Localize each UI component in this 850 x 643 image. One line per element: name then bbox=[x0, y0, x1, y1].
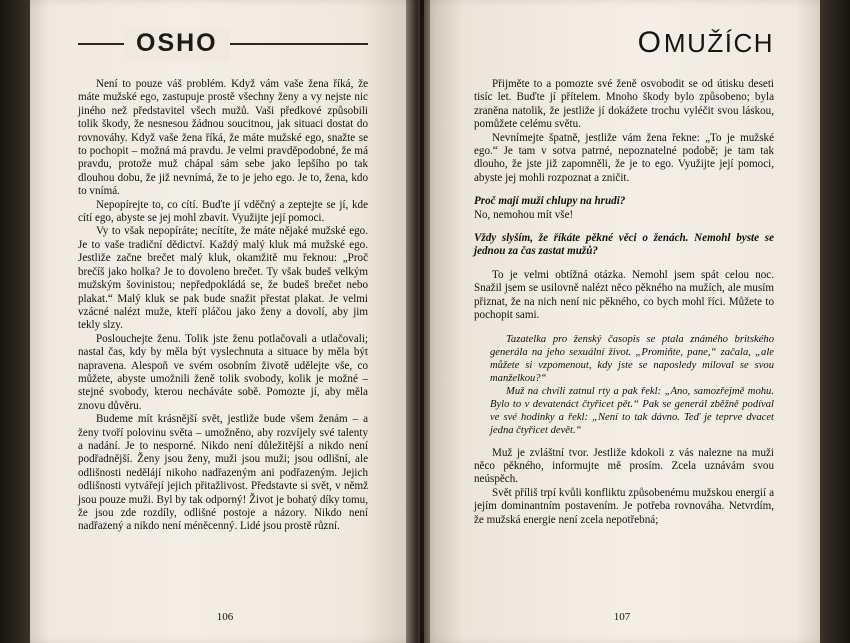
paragraph: Nepopírejte to, co cítí. Buďte jí vděčný a zeptejte se jí, kde cítí ego, abyste se jej mohl zbavit. Využijte její pomoci. bbox=[78, 198, 368, 225]
paragraph: Nevnímejte špatně, jestliže vám žena řekne: „To je mužské ego.“ Je tam v sotva patrné, nepoznatelné podobě; je tam tak dlouho, že jste již zapomněli, že je to ego. Využijte její pomoci, abyste jej mohli rozpoznat a zničit. bbox=[474, 131, 774, 184]
page-left-content bbox=[78, 24, 368, 627]
page-number-right: 107 bbox=[613, 611, 631, 623]
page-right bbox=[424, 0, 820, 643]
page-left bbox=[30, 0, 420, 643]
anecdote-paragraph: Tazatelka pro ženský časopis se ptala známého britského generála na jeho sexuální život. „Promiňte, pane,“ začala, „ale můžete si vzpomenout, kdy jste se naposledy miloval se svou manželkou?“ bbox=[490, 333, 774, 384]
paragraph: Vy to však nepopíráte; necítíte, že máte nějaké mužské ego. Je to vaše tradiční dědictví. Každý malý kluk má mužské ego. Jestliže začne brečet malý kluk, okamžitě mu řeknou: „Proč brečíš jako holka? Je to dovoleno brečet. Ty však budeš velkým mužským šovinistou; nepředpokládá se, že budeš brečet nebo plakat.“ Malý kluk se pak bude snažit přestat plakat. Je velmi vzácné nalézt muže, kteří pláčou jako ženy a dovolí, aby jim tekly slzy. bbox=[78, 225, 368, 332]
paragraph: Muž je zvláštní tvor. Jestliže kdokoli z vás nalezne na muži něco pěkného, informujte mě prosím. Zcela uznávám svou neúspěch. bbox=[474, 446, 774, 486]
book-edge-left bbox=[0, 0, 32, 643]
book-edge-right bbox=[818, 0, 850, 643]
paragraph: Není to pouze váš problém. Když vám vaše žena říká, že máte mužské ego, zastupuje prostě všechny ženy a vy nejste nic jiného než představitel všech mužů. Vaši předkové způsobili tolik škody, že nesnesou žádnou soucitnou, jak situaci dostat do rovnováhy. Když vaše žena říká, že máte mužské ego, snažte se to pochopit – možná má pravdu. Je velmi pravděpodobné, že má pravdu, protože muž chápal sám sebe jako lepšího po tak dlouhou dobu, že již nevnímá, že to je jeho ego. Je to, žena, kdo to vnímá. bbox=[78, 78, 368, 198]
paragraph: Budeme mít krásnější svět, jestliže bude všem ženám – a ženy tvoří polovinu světa – umožněno, aby rozvíjely své talenty a nadání. Je to nesporné. Nikdo není důležitější a nikdo není podřadnější. Ženy jsou ženy, muži jsou muži; jsou odlišní, ale odlišnosti nedělájí nikoho nadřazeným ani podřazeným. Jejich odlišnosti vytvářejí jejich přitažlivost. Představte si svět, v němž jsou pouze muži. Byl by tak odporný! Život je bohatý díky tomu, že jsou zde rozdíly, odlišné postoje a názory. Nikdo není nadřazený a nikdo není méněcenný. Lidé jsou prostě různí. bbox=[78, 413, 368, 533]
question-heading: Vždy slyším, že říkáte pěkné věci o ženách. Nemohl byste se jednou za čas zastat mužů? bbox=[474, 232, 774, 258]
page-right-header bbox=[474, 24, 774, 64]
paragraph: To je velmi obtížná otázka. Nemohl jsem spát celou noc. Snažil jsem se usilovně nalézt něco pěkného na mužích, ale musím přiznat, že na nich není nic pěkného, co bych mohl říci. Můžete to pochopit sami. bbox=[474, 268, 774, 322]
paragraph: Svět příliš trpí kvůli konfliktu způsobenému mužskou energií a jejím dominantním postavením. Je potřeba rovnováha. Netvrdím, že mužská energie není zcela nepotřebná; bbox=[474, 486, 774, 526]
book-gutter bbox=[406, 0, 430, 643]
page-number-left: 106 bbox=[216, 611, 234, 623]
chapter-title-initial: O bbox=[637, 26, 664, 59]
anecdote-paragraph: Muž na chvíli zatnul rty a pak řekl: „Ano, samozřejmě mohu. Bylo to v devatenáct čtyřicet pět.“ Pak se generál zběžně podíval ve své hodinky a řekl: „Není to tak dávno. Teď je teprve dvacet jedna čtyřicet devět.“ bbox=[490, 385, 774, 436]
answer-text: No, nemohou mít vše! bbox=[474, 208, 574, 221]
question-heading: Proč mají muži chlupy na hrudi? bbox=[474, 195, 626, 208]
paragraph: Přijměte to a pomozte své ženě osvobodit se od útisku deseti tisíc let. Buďte jí přítelem. Mnoho škody bylo způsobeno; byla zraněna natolik, že jestliže jí dokážete trochu vyléčit svou láskou, pomůžete celému světu. bbox=[474, 78, 774, 131]
chapter-title bbox=[638, 26, 774, 60]
page-right-content bbox=[474, 24, 774, 627]
chapter-title-rest: MUŽÍCH bbox=[663, 28, 774, 58]
page-left-header bbox=[78, 24, 368, 64]
osho-logo: OSHO bbox=[124, 28, 230, 61]
paragraph: Poslouchejte ženu. Tolik jste ženu potlačovali a utlačovali; nastal čas, kdy by měla být vyslechnuta a situace by měla být napravena. Alespoň ve svém osobním životě udělejte vše, co můžete, abyste umožnili ženě tolik svobody, kolik je možné – stejné svobody, kterou necháváte sobě. Pomozte jí, aby měla znovu důvěru. bbox=[78, 332, 368, 412]
